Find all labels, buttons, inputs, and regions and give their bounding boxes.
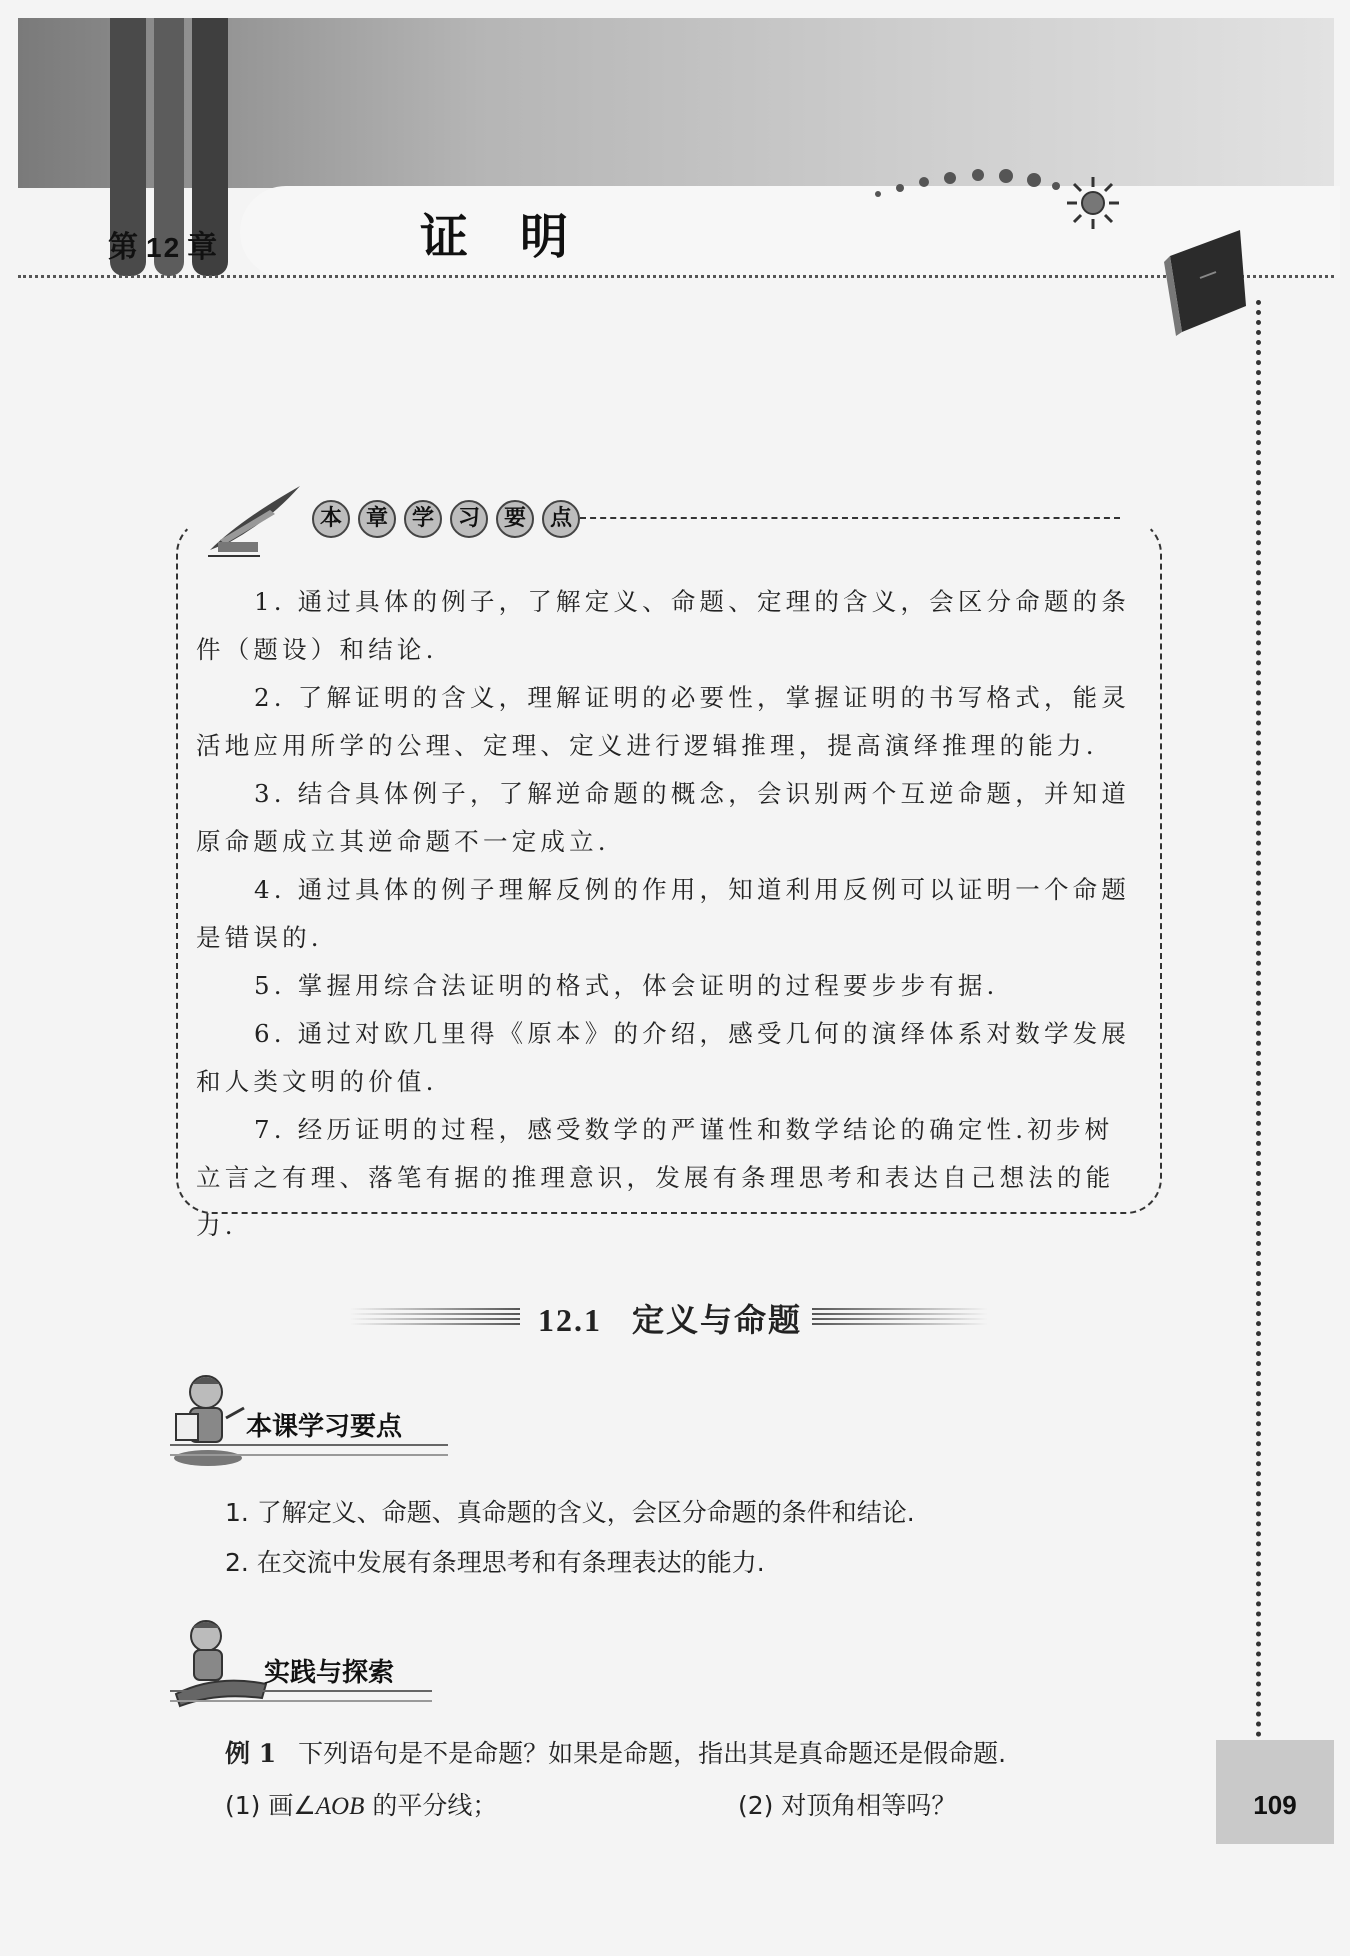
title-char: 本: [312, 500, 350, 538]
badge-underline: [170, 1444, 448, 1456]
box-top-border: [580, 517, 1120, 519]
chapter-number: 12: [146, 232, 182, 263]
example-label: 例 1: [225, 1739, 277, 1768]
chapter-prefix: 第: [108, 230, 140, 265]
objective-item: 6. 通过对欧几里得《原本》的介绍，感受几何的演绎体系对数学发展和人类文明的价值.: [196, 1019, 1131, 1096]
example-question-2: (2) 对顶角相等吗？: [738, 1791, 957, 1820]
angle-name: AOB: [315, 1793, 365, 1820]
example-question-1: [225, 1786, 497, 1822]
objective-item: 5. 掌握用综合法证明的格式，体会证明的过程要步步有据.: [254, 971, 999, 1000]
list-item: 1. 了解定义、命题、真命题的含义，会区分命题的条件和结论.: [225, 1498, 915, 1527]
side-divider: [1256, 300, 1261, 1738]
question-text: (1) 画∠: [225, 1791, 316, 1820]
objective-item: 7. 经历证明的过程，感受数学的严谨性和数学结论的确定性.初步树立言之有理、落笔有据的推理意识，发展有条理思考和表达自己想法的能力.: [196, 1115, 1115, 1240]
chapter-objectives-title: [312, 500, 580, 538]
header-divider: [18, 275, 1334, 278]
example-1: [225, 1734, 1006, 1770]
title-char: 习: [450, 500, 488, 538]
page-number: 109: [1253, 1790, 1297, 1820]
list-item: 2. 在交流中发展有条理思考和有条理表达的能力.: [225, 1548, 765, 1577]
lesson-points-label: 本课学习要点: [246, 1412, 403, 1442]
title-char: 点: [542, 500, 580, 538]
decorative-dots-icon: [870, 158, 1060, 198]
book-icon: [1160, 226, 1250, 336]
badge-underline: [170, 1690, 432, 1702]
title-char: 要: [496, 500, 534, 538]
section-number: 12.1: [537, 1302, 602, 1338]
chapter-label: [108, 222, 219, 266]
objective-item: 1. 通过具体的例子，了解定义、命题、定理的含义，会区分命题的条件（题设）和结论.: [196, 587, 1131, 664]
lesson-points-list: [225, 1488, 915, 1588]
objective-item: 3. 结合具体例子，了解逆命题的概念，会识别两个互逆命题，并知道原命题成立其逆命题不一定成立.: [196, 779, 1131, 856]
quill-pen-icon: [200, 480, 310, 560]
chapter-title: 证明: [420, 209, 621, 265]
question-text: 的平分线；: [364, 1791, 498, 1820]
sun-icon: [1065, 175, 1121, 231]
objectives-list: [196, 578, 1136, 1250]
section-title: [350, 1296, 990, 1340]
title-char: 章: [358, 500, 396, 538]
practice-label: 实践与探索: [264, 1658, 395, 1688]
chapter-suffix: 章: [187, 230, 220, 265]
example-text: 下列语句是不是命题？如果是命题，指出其是真命题还是假命题.: [298, 1739, 1007, 1768]
section-name: 定义与命题: [631, 1301, 802, 1339]
title-char: 学: [404, 500, 442, 538]
objective-item: 2. 了解证明的含义，理解证明的必要性，掌握证明的书写格式，能灵活地应用所学的公理、定理、定义进行逻辑推理，提高演绎推理的能力.: [196, 683, 1131, 760]
objective-item: 4. 通过具体的例子理解反例的作用，知道利用反例可以证明一个命题是错误的.: [196, 875, 1131, 952]
